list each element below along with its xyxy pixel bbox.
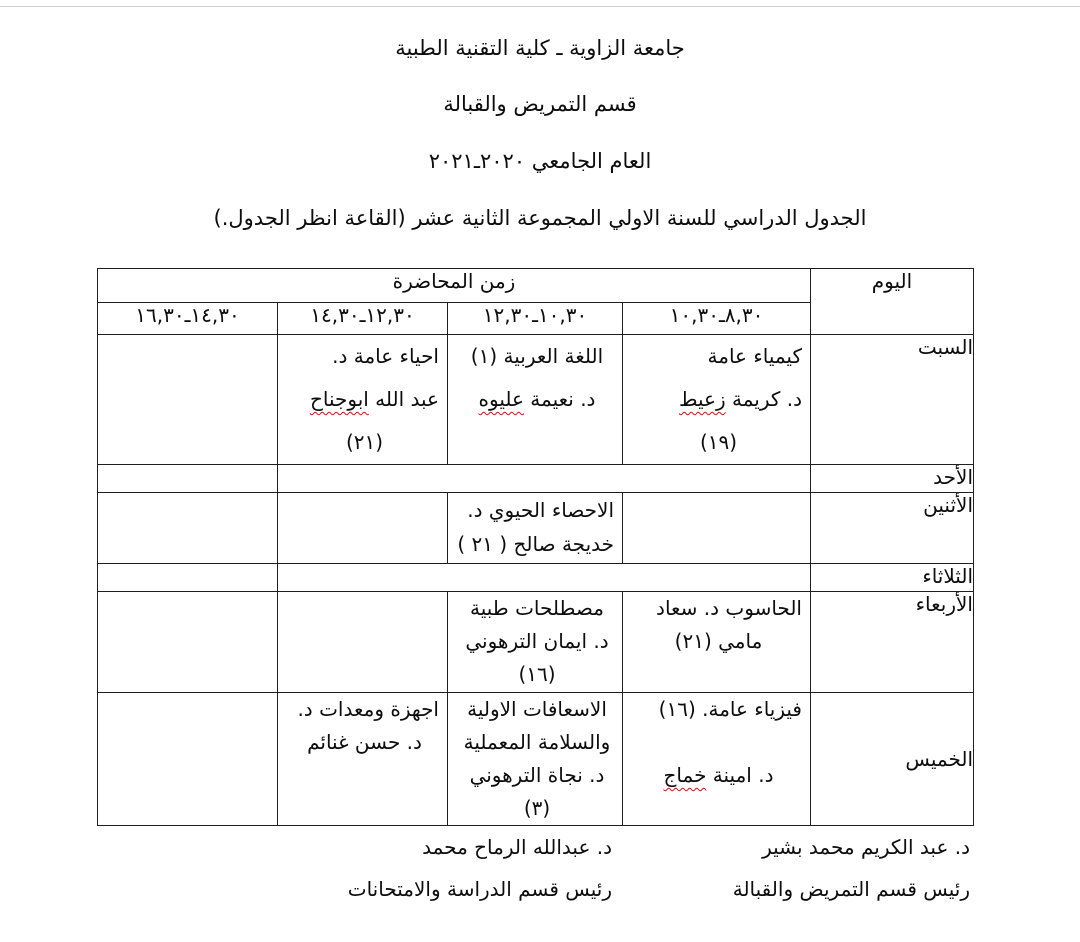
signature-left-title: رئيس قسم الدراسة والامتحانات (347, 877, 612, 901)
empty-cell (98, 693, 278, 826)
schedule-row-wednesday (98, 592, 974, 693)
course-line: د. كريمة زعيط (678, 387, 802, 411)
schedule-row-sunday (98, 465, 974, 493)
course-line: والسلامة المعملية (463, 730, 611, 754)
time-slot-header: ٨,٣٠ـ١٠,٣٠ (623, 303, 811, 335)
schedule-row-saturday (98, 335, 974, 465)
empty-cell (98, 592, 278, 693)
course-cell (278, 335, 448, 465)
course-cell (448, 335, 623, 465)
schedule-row-monday (98, 493, 974, 564)
schedule-table-body (98, 269, 974, 826)
course-cell (448, 693, 623, 826)
empty-cell (98, 465, 278, 493)
time-slot-header: ١٠,٣٠ـ١٢,٣٠ (448, 303, 623, 335)
day-column-header: اليوم (811, 269, 974, 335)
university-title: جامعة الزاوية ـ كلية التقنية الطبية (395, 36, 685, 60)
course-line: الحاسوب د. سعاد (656, 596, 802, 620)
signature-right-title: رئيس قسم التمريض والقبالة (732, 877, 970, 901)
lecture-time-header: زمن المحاضرة (98, 269, 811, 303)
schedule-row-thursday (98, 693, 974, 826)
course-line: (١٩) (699, 430, 738, 454)
course-cell (278, 693, 448, 826)
schedule-table (97, 268, 974, 826)
course-line (623, 726, 810, 759)
empty-cell (623, 493, 811, 564)
course-line: (١٦) (518, 662, 556, 686)
time-slot-header: ١٤,٣٠ـ١٦,٣٠ (98, 303, 278, 335)
course-line: الاحصاء الحيوي د. (467, 498, 614, 522)
empty-cell (98, 335, 278, 465)
empty-cell (278, 465, 811, 493)
signature-right (733, 826, 970, 910)
header-row (98, 269, 974, 303)
empty-cell (98, 564, 278, 592)
course-line: احياء عامة د. (332, 344, 439, 368)
misspelled-word: زعيط (678, 387, 726, 411)
page-top-divider (0, 6, 1080, 7)
day-cell-sunday: الأحد (811, 465, 974, 493)
course-cell (623, 335, 811, 465)
day-cell-wednesday: الأربعاء (811, 592, 974, 693)
signature-left (348, 826, 612, 910)
empty-cell (278, 493, 448, 564)
empty-cell (278, 592, 448, 693)
misspelled-word: خماج (663, 763, 707, 787)
course-line: اجهزة ومعدات د. (297, 697, 439, 721)
misspelled-word: ابوجناح (309, 387, 369, 411)
time-slot-header: ١٢,٣٠ـ١٤,٣٠ (278, 303, 448, 335)
department-title: قسم التمريض والقبالة (443, 92, 637, 116)
course-line: د. نعيمة عليوه (478, 387, 596, 411)
course-line: كيمياء عامة (707, 344, 802, 368)
course-line: د. ايمان الترهوني (465, 629, 609, 653)
course-line: د. نجاة الترهوني (469, 763, 605, 787)
academic-year-title: العام الجامعي ٢٠٢٠ـ٢٠٢١ (428, 149, 652, 173)
day-cell-tuesday: الثلاثاء (811, 564, 974, 592)
course-line: فيزياء عامة. (١٦) (658, 697, 802, 721)
day-cell-thursday: الخميس (811, 693, 974, 826)
course-cell (448, 592, 623, 693)
course-line: د. امينة خماج (663, 763, 774, 787)
signature-left-name: د. عبدالله الرماح محمد (422, 835, 612, 859)
course-cell (623, 693, 811, 826)
signature-right-name: د. عبد الكريم محمد بشير (762, 835, 970, 859)
course-line: مامي (٢١) (674, 629, 763, 653)
schedule-row-tuesday (98, 564, 974, 592)
course-line: عبد الله ابوجناح (309, 387, 439, 411)
course-line: الاسعافات الاولية (467, 697, 607, 721)
day-cell-saturday: السبت (811, 335, 974, 465)
course-line: مصطلحات طبية (470, 596, 604, 620)
empty-cell (98, 493, 278, 564)
course-line: اللغة العربية (١) (470, 344, 604, 368)
schedule-title: الجدول الدراسي للسنة الاولي المجموعة الثانية عشر (القاعة انظر الجدول.) (213, 206, 867, 230)
course-cell (623, 592, 811, 693)
course-line: (٣) (523, 796, 551, 820)
course-line: (٢١) (345, 430, 384, 454)
misspelled-word: عليوه (478, 387, 524, 411)
day-cell-monday: الأثنين (811, 493, 974, 564)
course-cell (448, 493, 623, 564)
course-line: خديجة صالح ( ٢١ ) (457, 532, 614, 556)
empty-cell (278, 564, 811, 592)
course-line: د. حسن غنائم (307, 730, 422, 754)
